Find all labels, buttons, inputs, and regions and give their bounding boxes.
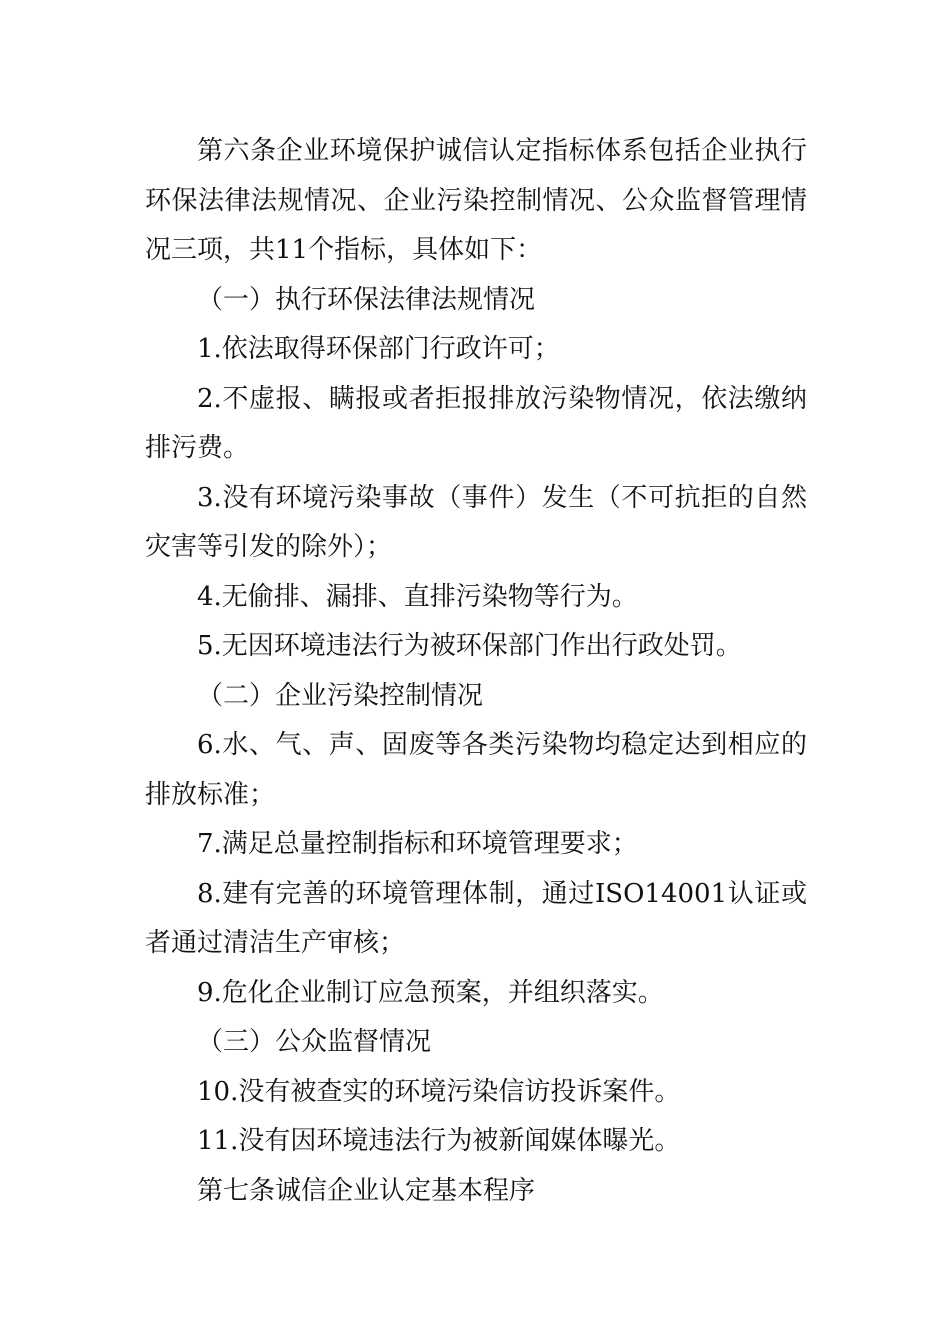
list-item-3: 3.没有环境污染事故（事件）发生（不可抗拒的自然灾害等引发的除外）； (145, 482, 807, 562)
list-item-9: 9.危化企业制订应急预案，并组织落实。 (197, 977, 664, 1008)
list-item-8: 8.建有完善的环境管理体制，通过ISO14001认证或者通过清洁生产审核； (145, 878, 807, 958)
list-item-6: 6.水、气、声、固废等各类污染物均稳定达到相应的排放标准； (145, 730, 807, 810)
section-heading-2: （二）企业污染控制情况 (197, 680, 484, 711)
list-item-1: 1.依法取得环保部门行政许可； (197, 334, 560, 364)
list-item-4: 4.无偷排、漏排、直排污染物等行为。 (197, 581, 638, 612)
section-heading-3: （三）公众监督情况 (197, 1027, 432, 1057)
list-item-10: 10.没有被查实的环境污染信访投诉案件。 (197, 1076, 681, 1107)
section-heading-1: （一）执行环保法律法规情况 (197, 284, 536, 315)
list-item-11: 11.没有因环境违法行为被新闻媒体曝光。 (197, 1126, 681, 1156)
list-item-5: 5.无因环境违法行为被环保部门作出行政处罚。 (197, 631, 742, 661)
article-6-intro: 第六条企业环境保护诚信认定指标体系包括企业执行环保法律法规情况、企业污染控制情况、公众监督管理情况三项，共11个指标，具体如下： (145, 136, 807, 265)
document-body (145, 127, 807, 1216)
list-item-7: 7.满足总量控制指标和环境管理要求； (197, 829, 638, 859)
article-7-heading: 第七条诚信企业认定基本程序 (197, 1175, 536, 1206)
list-item-2: 2.不虚报、瞒报或者拒报排放污染物情况，依法缴纳排污费。 (145, 383, 807, 463)
